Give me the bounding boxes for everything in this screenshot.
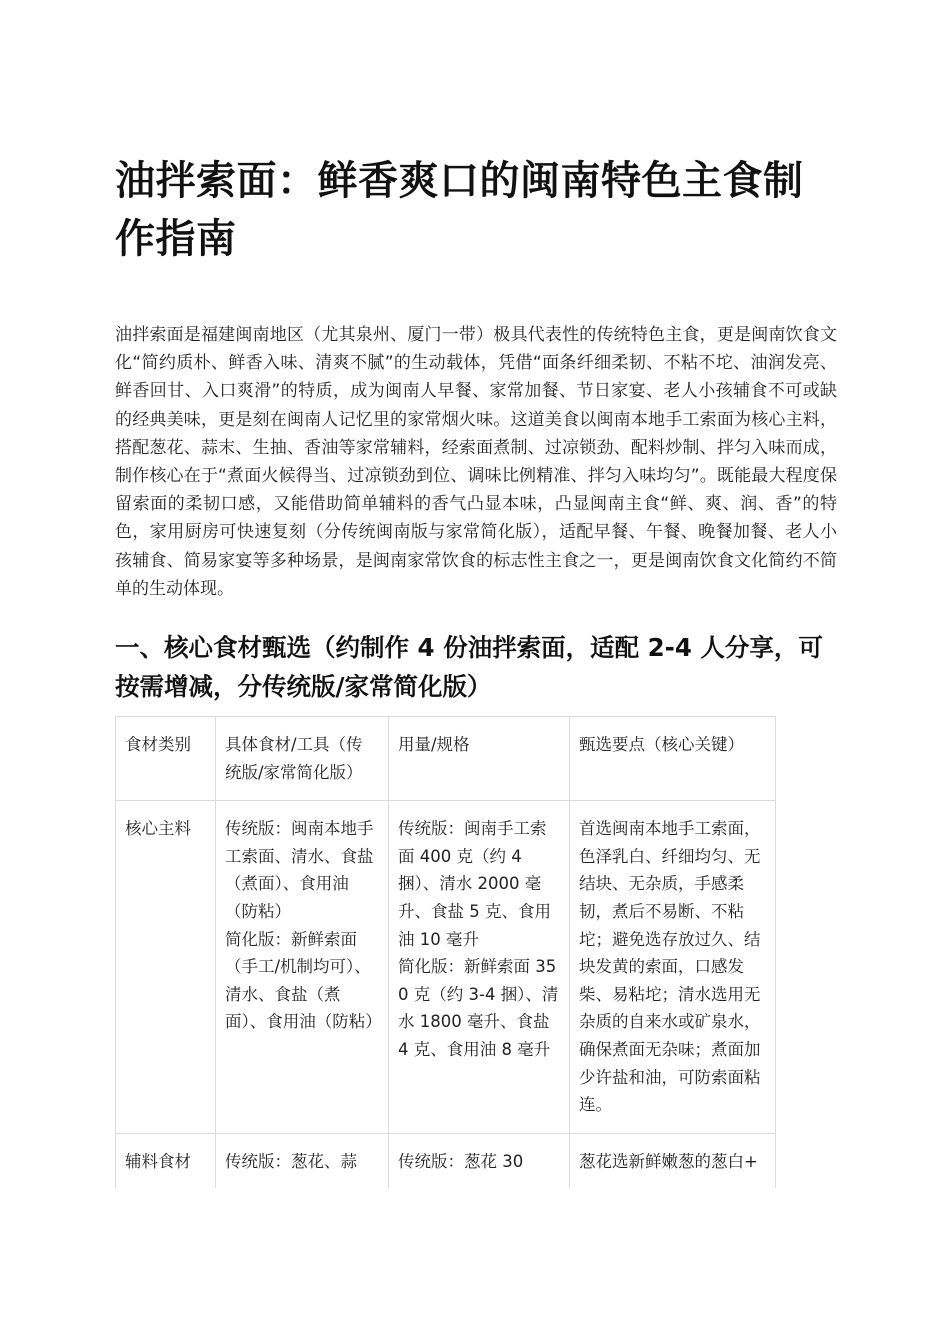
intro-paragraph: 油拌索面是福建闽南地区（尤其泉州、厦门一带）极具代表性的传统特色主食，更是闽南饮食文化“简约质朴、鲜香入味、清爽不腻”的生动载体，凭借“面条纤细柔韧、不粘不坨、油润发亮、鲜香回甘、入口爽滑”的特质，成为闽南人早餐、家常加餐、节日家宴、老人小孩辅食不可或缺的经典美味，更是刻在闽南人记忆里的家常烟火味。这道美食以闽南本地手工索面为核心主料，搭配葱花、蒜末、生抽、香油等家常辅料，经索面煮制、过凉锁劲、配料炒制、拌匀入味而成，制作核心在于“煮面火候得当、过凉锁劲到位、调味比例精准、拌匀入味均匀”。既能最大程度保留索面的柔韧口感，又能借助简单辅料的香气凸显本味，凸显闽南主食“鲜、爽、润、香”的特色，家用厨房可快速复刻（分传统闽南版与家常简化版），适配早餐、午餐、晚餐加餐、老人小孩辅食、简易家宴等多种场景，是闽南家常饮食的标志性主食之一，更是闽南饮食文化简约不简单的生动体现。 — [115, 325, 837, 599]
ingredients-table — [115, 716, 776, 1188]
cell-category: 核心主料 — [116, 801, 216, 1134]
table-row — [116, 801, 776, 1134]
header-tips: 甄选要点（核心关键） — [570, 717, 776, 801]
cell-amount: 传统版：葱花 30 — [389, 1133, 570, 1188]
cell-items: 传统版：闽南本地手工索面、清水、食盐（煮面）、食用油（防粘） 简化版：新鲜索面（手工/机制均可）、清水、食盐（煮面）、食用油（防粘） — [216, 801, 389, 1134]
cell-amount: 传统版：闽南手工索面 400 克（约 4 捆）、清水 2000 毫升、食盐 5 克、食用油 10 毫升 简化版：新鲜索面 350 克（约 3-4 捆）、清水 1800 毫升、食盐 4 克、食用油 8 毫升 — [389, 801, 570, 1134]
cell-tips: 葱花选新鲜嫩葱的葱白+ — [570, 1133, 776, 1188]
table-header-row — [116, 717, 776, 801]
header-category: 食材类别 — [116, 717, 216, 801]
cell-tips: 首选闽南本地手工索面，色泽乳白、纤细均匀、无结块、无杂质，手感柔韧，煮后不易断、不粘坨；避免选存放过久、结块发黄的索面，口感发柴、易粘坨；清水选用无杂质的自来水或矿泉水，确保煮面无杂味；煮面加少许盐和油，可防索面粘连。 — [570, 801, 776, 1134]
cell-items: 传统版：葱花、蒜 — [216, 1133, 389, 1188]
cell-category: 辅料食材 — [116, 1133, 216, 1188]
header-items: 具体食材/工具（传统版/家常简化版） — [216, 717, 389, 801]
header-amount: 用量/规格 — [389, 717, 570, 801]
section-heading-ingredients: 一、核心食材甄选（约制作 4 份油拌索面，适配 2-4 人分享，可按需增减，分传统版/家常简化版） — [115, 633, 823, 701]
table-row — [116, 1133, 776, 1188]
page-title: 油拌索面：鲜香爽口的闽南特色主食制作指南 — [115, 158, 804, 262]
